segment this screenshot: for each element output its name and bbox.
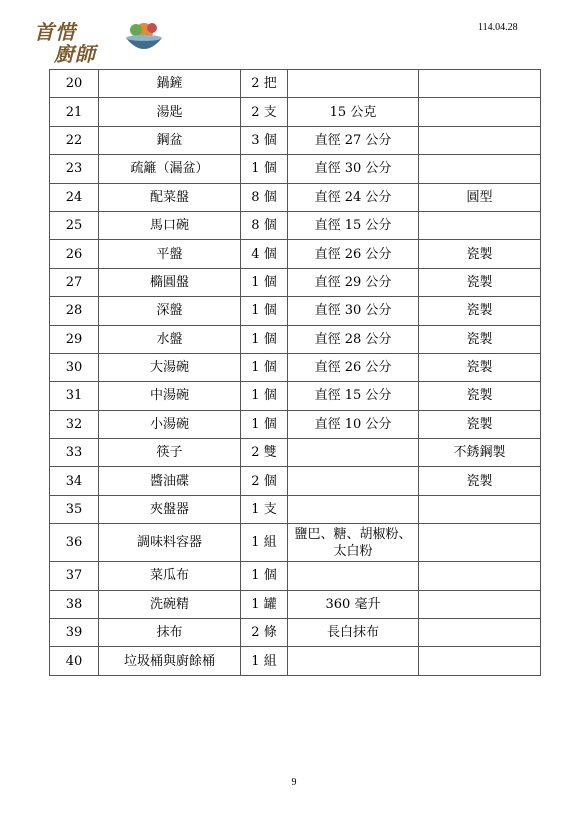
item-number-cell: 39 [50, 619, 99, 647]
item-spec-cell [288, 439, 419, 467]
item-spec-cell: 直徑 26 公分 [288, 353, 419, 381]
item-number-cell: 31 [50, 382, 99, 410]
table-row [50, 211, 541, 239]
item-spec-cell [288, 467, 419, 495]
item-note-cell: 瓷製 [419, 297, 541, 325]
item-name-cell: 醬油碟 [99, 467, 241, 495]
item-spec-cell [288, 495, 419, 523]
item-quantity-cell: 2 條 [241, 619, 288, 647]
item-note-cell: 瓷製 [419, 410, 541, 438]
table-row [50, 495, 541, 523]
item-number-cell: 35 [50, 495, 99, 523]
item-note-cell [419, 524, 541, 562]
item-spec-cell [288, 647, 419, 675]
item-name-cell: 大湯碗 [99, 353, 241, 381]
item-spec-cell [288, 70, 419, 98]
item-quantity-cell: 2 雙 [241, 439, 288, 467]
table-row [50, 647, 541, 675]
item-quantity-cell: 2 把 [241, 70, 288, 98]
item-note-cell [419, 155, 541, 183]
item-number-cell: 34 [50, 467, 99, 495]
item-number-cell: 20 [50, 70, 99, 98]
item-number-cell: 24 [50, 183, 99, 211]
item-spec-cell: 直徑 29 公分 [288, 268, 419, 296]
item-name-cell: 配菜盤 [99, 183, 241, 211]
item-name-cell: 抹布 [99, 619, 241, 647]
item-name-cell: 夾盤器 [99, 495, 241, 523]
item-quantity-cell: 1 組 [241, 647, 288, 675]
item-name-cell: 馬口碗 [99, 211, 241, 239]
item-note-cell: 圓型 [419, 183, 541, 211]
item-note-cell: 瓷製 [419, 268, 541, 296]
item-quantity-cell: 2 個 [241, 467, 288, 495]
item-note-cell [419, 647, 541, 675]
item-spec-cell: 360 毫升 [288, 590, 419, 618]
equipment-table [49, 69, 541, 676]
item-spec-cell: 15 公克 [288, 98, 419, 126]
item-number-cell: 30 [50, 353, 99, 381]
logo-text-line1: 首惜 [34, 20, 76, 44]
item-number-cell: 29 [50, 325, 99, 353]
logo [30, 12, 170, 64]
item-spec-cell: 直徑 27 公分 [288, 126, 419, 154]
table-row [50, 240, 541, 268]
item-quantity-cell: 1 個 [241, 410, 288, 438]
item-number-cell: 23 [50, 155, 99, 183]
item-quantity-cell: 1 個 [241, 382, 288, 410]
table-row [50, 467, 541, 495]
table-row [50, 268, 541, 296]
item-name-cell: 水盤 [99, 325, 241, 353]
table-row [50, 297, 541, 325]
table-row [50, 524, 541, 562]
item-quantity-cell: 3 個 [241, 126, 288, 154]
item-note-cell [419, 590, 541, 618]
document-date: 114.04.28 [478, 22, 518, 33]
item-spec-cell: 直徑 15 公分 [288, 382, 419, 410]
item-spec-cell: 直徑 30 公分 [288, 155, 419, 183]
item-note-cell: 瓷製 [419, 240, 541, 268]
item-number-cell: 22 [50, 126, 99, 154]
item-number-cell: 40 [50, 647, 99, 675]
item-number-cell: 28 [50, 297, 99, 325]
table-row [50, 70, 541, 98]
item-name-cell: 深盤 [99, 297, 241, 325]
table-row [50, 619, 541, 647]
table-row [50, 382, 541, 410]
item-quantity-cell: 1 罐 [241, 590, 288, 618]
item-note-cell [419, 98, 541, 126]
item-quantity-cell: 1 個 [241, 353, 288, 381]
table-row [50, 439, 541, 467]
item-note-cell: 瓷製 [419, 325, 541, 353]
item-quantity-cell: 1 個 [241, 155, 288, 183]
item-number-cell: 38 [50, 590, 99, 618]
item-number-cell: 37 [50, 562, 99, 590]
table-row [50, 183, 541, 211]
item-name-cell: 鋼盆 [99, 126, 241, 154]
item-note-cell [419, 70, 541, 98]
item-note-cell [419, 211, 541, 239]
item-name-cell: 小湯碗 [99, 410, 241, 438]
table-row [50, 126, 541, 154]
logo-text-line2: 廚師 [54, 42, 96, 66]
item-name-cell: 中湯碗 [99, 382, 241, 410]
bowl-icon [122, 16, 166, 60]
page-number: 9 [291, 777, 297, 788]
item-number-cell: 32 [50, 410, 99, 438]
item-quantity-cell: 2 支 [241, 98, 288, 126]
item-name-cell: 橢圓盤 [99, 268, 241, 296]
item-quantity-cell: 1 組 [241, 524, 288, 562]
item-spec-cell: 直徑 30 公分 [288, 297, 419, 325]
item-number-cell: 21 [50, 98, 99, 126]
item-quantity-cell: 8 個 [241, 183, 288, 211]
item-quantity-cell: 1 個 [241, 562, 288, 590]
item-note-cell: 不銹鋼製 [419, 439, 541, 467]
item-name-cell: 平盤 [99, 240, 241, 268]
item-spec-cell: 鹽巴、糖、胡椒粉、太白粉 [288, 524, 419, 562]
item-note-cell [419, 619, 541, 647]
item-name-cell: 疏籬（漏盆） [99, 155, 241, 183]
item-spec-cell: 長白抹布 [288, 619, 419, 647]
item-spec-cell: 直徑 15 公分 [288, 211, 419, 239]
item-note-cell: 瓷製 [419, 467, 541, 495]
item-quantity-cell: 8 個 [241, 211, 288, 239]
item-spec-cell: 直徑 24 公分 [288, 183, 419, 211]
item-number-cell: 26 [50, 240, 99, 268]
item-name-cell: 調味料容器 [99, 524, 241, 562]
table-row [50, 98, 541, 126]
item-name-cell: 湯匙 [99, 98, 241, 126]
item-name-cell: 洗碗精 [99, 590, 241, 618]
item-spec-cell: 直徑 10 公分 [288, 410, 419, 438]
table-row [50, 155, 541, 183]
item-name-cell: 鍋鏟 [99, 70, 241, 98]
equipment-table-body [50, 70, 541, 676]
item-number-cell: 25 [50, 211, 99, 239]
item-quantity-cell: 1 個 [241, 268, 288, 296]
item-spec-cell: 直徑 26 公分 [288, 240, 419, 268]
table-row [50, 353, 541, 381]
item-note-cell: 瓷製 [419, 382, 541, 410]
table-row [50, 410, 541, 438]
item-number-cell: 33 [50, 439, 99, 467]
item-number-cell: 36 [50, 524, 99, 562]
item-spec-cell [288, 562, 419, 590]
item-quantity-cell: 1 個 [241, 325, 288, 353]
item-note-cell [419, 562, 541, 590]
item-quantity-cell: 1 個 [241, 297, 288, 325]
item-quantity-cell: 1 支 [241, 495, 288, 523]
item-quantity-cell: 4 個 [241, 240, 288, 268]
item-note-cell: 瓷製 [419, 353, 541, 381]
item-number-cell: 27 [50, 268, 99, 296]
item-note-cell [419, 495, 541, 523]
table-row [50, 562, 541, 590]
table-row [50, 590, 541, 618]
item-name-cell: 筷子 [99, 439, 241, 467]
table-row [50, 325, 541, 353]
item-note-cell [419, 126, 541, 154]
item-name-cell: 菜瓜布 [99, 562, 241, 590]
item-spec-cell: 直徑 28 公分 [288, 325, 419, 353]
item-name-cell: 垃圾桶與廚餘桶 [99, 647, 241, 675]
